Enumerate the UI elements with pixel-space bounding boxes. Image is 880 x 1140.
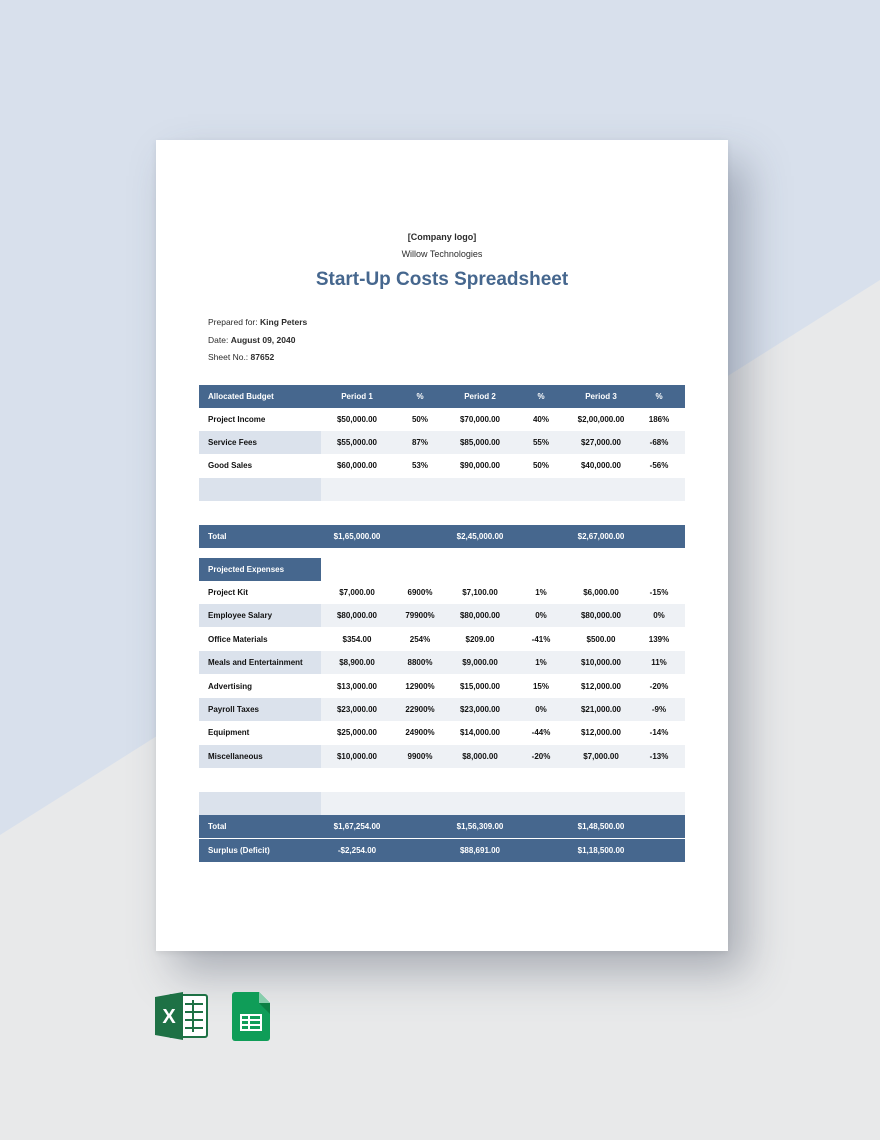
table-row [199, 454, 685, 477]
budget-header-row [199, 385, 685, 408]
cell: -68% [649, 438, 669, 447]
cell: $12,000.00 [580, 682, 622, 691]
cell: $50,000.00 [336, 415, 378, 424]
total-cell: $2,67,000.00 [577, 532, 625, 541]
cell: -20% [649, 682, 669, 691]
table-row [199, 675, 685, 698]
row-label: Advertising [208, 682, 253, 691]
total-cell: $1,65,000.00 [333, 532, 381, 541]
cell: 24900% [405, 728, 435, 737]
cell: $2,00,000.00 [577, 415, 625, 424]
total-cell: $2,45,000.00 [456, 532, 504, 541]
table-row [199, 721, 685, 744]
surplus-deficit-row [199, 839, 685, 862]
header-cell: % [655, 392, 663, 401]
cell: 0% [653, 611, 665, 620]
cell: 139% [648, 635, 670, 644]
page-title: Start-Up Costs Spreadsheet [315, 269, 569, 290]
surplus-cell: $1,18,500.00 [577, 846, 625, 855]
excel-icon[interactable] [155, 992, 209, 1040]
cell: -15% [649, 588, 669, 597]
budget-total-row [199, 525, 685, 548]
cell: 79900% [405, 611, 435, 620]
header-cell: Period 2 [464, 392, 496, 401]
cell: 50% [411, 415, 428, 424]
surplus-label: Surplus (Deficit) [208, 846, 270, 855]
cell: $85,000.00 [459, 438, 501, 447]
cell: 254% [409, 635, 431, 644]
header-cell: % [537, 392, 545, 401]
header-cell: Period 1 [341, 392, 373, 401]
cell: -44% [531, 728, 551, 737]
cell: $14,000.00 [459, 728, 501, 737]
cell: $12,000.00 [580, 728, 622, 737]
empty-row [199, 792, 685, 815]
cell: -56% [649, 461, 669, 470]
table-row [199, 698, 685, 721]
cell: $80,000.00 [580, 611, 622, 620]
row-label: Equipment [208, 728, 250, 737]
cell: 22900% [405, 705, 435, 714]
cell: $15,000.00 [459, 682, 501, 691]
cell: $7,000.00 [339, 588, 375, 597]
total-label: Total [208, 532, 227, 541]
cell: -41% [531, 635, 551, 644]
row-label: Project Income [208, 415, 266, 424]
cell: -20% [531, 752, 551, 761]
total-cell: $1,48,500.00 [577, 822, 625, 831]
cell: $8,900.00 [339, 658, 375, 667]
table-row [199, 651, 685, 674]
company-logo-placeholder: [Company logo] [407, 232, 477, 242]
cell: $23,000.00 [336, 705, 378, 714]
cell: $40,000.00 [580, 461, 622, 470]
company-name: Willow Technologies [401, 249, 483, 259]
cell: 11% [651, 658, 667, 667]
cell: 50% [532, 461, 549, 470]
cell: 0% [535, 705, 547, 714]
row-label: Office Materials [208, 635, 268, 644]
row-label: Meals and Entertainment [199, 651, 321, 674]
header-cell: % [416, 392, 424, 401]
total-label: Total [208, 822, 227, 831]
total-cell: $1,67,254.00 [333, 822, 381, 831]
cell: $9,000.00 [462, 658, 498, 667]
cell: $6,000.00 [583, 588, 619, 597]
cell: $8,000.00 [462, 752, 498, 761]
cell: $13,000.00 [336, 682, 378, 691]
cell: -14% [649, 728, 669, 737]
cell: $10,000.00 [336, 752, 378, 761]
document-date: Date: August 09, 2040 [208, 335, 296, 345]
expenses-total-row [199, 815, 685, 838]
cell: $354.00 [342, 635, 372, 644]
cell: $23,000.00 [459, 705, 501, 714]
cell: $10,000.00 [580, 658, 622, 667]
table-row [199, 745, 685, 768]
cell: 186% [648, 415, 670, 424]
cell: -13% [649, 752, 669, 761]
cell: 55% [532, 438, 549, 447]
cell: 12900% [405, 682, 435, 691]
cell: $209.00 [465, 635, 495, 644]
cell: 6900% [407, 588, 433, 597]
cell: $21,000.00 [580, 705, 622, 714]
cell: 1% [535, 588, 547, 597]
table-row [199, 408, 685, 431]
cell: $70,000.00 [459, 415, 501, 424]
row-label: Employee Salary [199, 604, 321, 627]
prepared-for: Prepared for: King Peters [208, 317, 308, 327]
cell: 15% [532, 682, 549, 691]
cell: $80,000.00 [336, 611, 378, 620]
cell: 53% [411, 461, 428, 470]
surplus-cell: -$2,254.00 [337, 846, 377, 855]
header-cell: Allocated Budget [208, 392, 274, 401]
row-label: Service Fees [199, 431, 321, 454]
cell: 9900% [407, 752, 433, 761]
cell: $7,100.00 [462, 588, 498, 597]
surplus-cell: $88,691.00 [459, 846, 501, 855]
cell: 0% [535, 611, 547, 620]
document-sheet [156, 140, 728, 951]
table-row [199, 604, 685, 627]
cell: 8800% [407, 658, 433, 667]
cell: $7,000.00 [583, 752, 619, 761]
cell: 40% [532, 415, 549, 424]
cell: $60,000.00 [336, 461, 378, 470]
cell: $25,000.00 [336, 728, 378, 737]
cell: 1% [535, 658, 547, 667]
cell: $27,000.00 [580, 438, 622, 447]
header-cell: Period 3 [585, 392, 617, 401]
google-sheets-icon[interactable] [232, 992, 270, 1041]
cell: 87% [411, 438, 428, 447]
cell: -9% [651, 705, 667, 714]
table-row [199, 431, 685, 454]
cell: $80,000.00 [459, 611, 501, 620]
total-cell: $1,56,309.00 [456, 822, 504, 831]
row-label: Miscellaneous [199, 745, 321, 768]
table-row [199, 581, 685, 604]
svg-text:X: X [162, 1006, 176, 1028]
cell: $500.00 [586, 635, 616, 644]
empty-row [199, 478, 685, 501]
projected-expenses-header: Projected Expenses [199, 558, 321, 581]
row-label: Good Sales [208, 461, 253, 470]
sheet-number: Sheet No.: 87652 [208, 352, 275, 362]
table-row [199, 628, 685, 651]
cell: $90,000.00 [459, 461, 501, 470]
cell: $55,000.00 [336, 438, 378, 447]
row-label: Payroll Taxes [199, 698, 321, 721]
row-label: Project Kit [208, 588, 249, 597]
